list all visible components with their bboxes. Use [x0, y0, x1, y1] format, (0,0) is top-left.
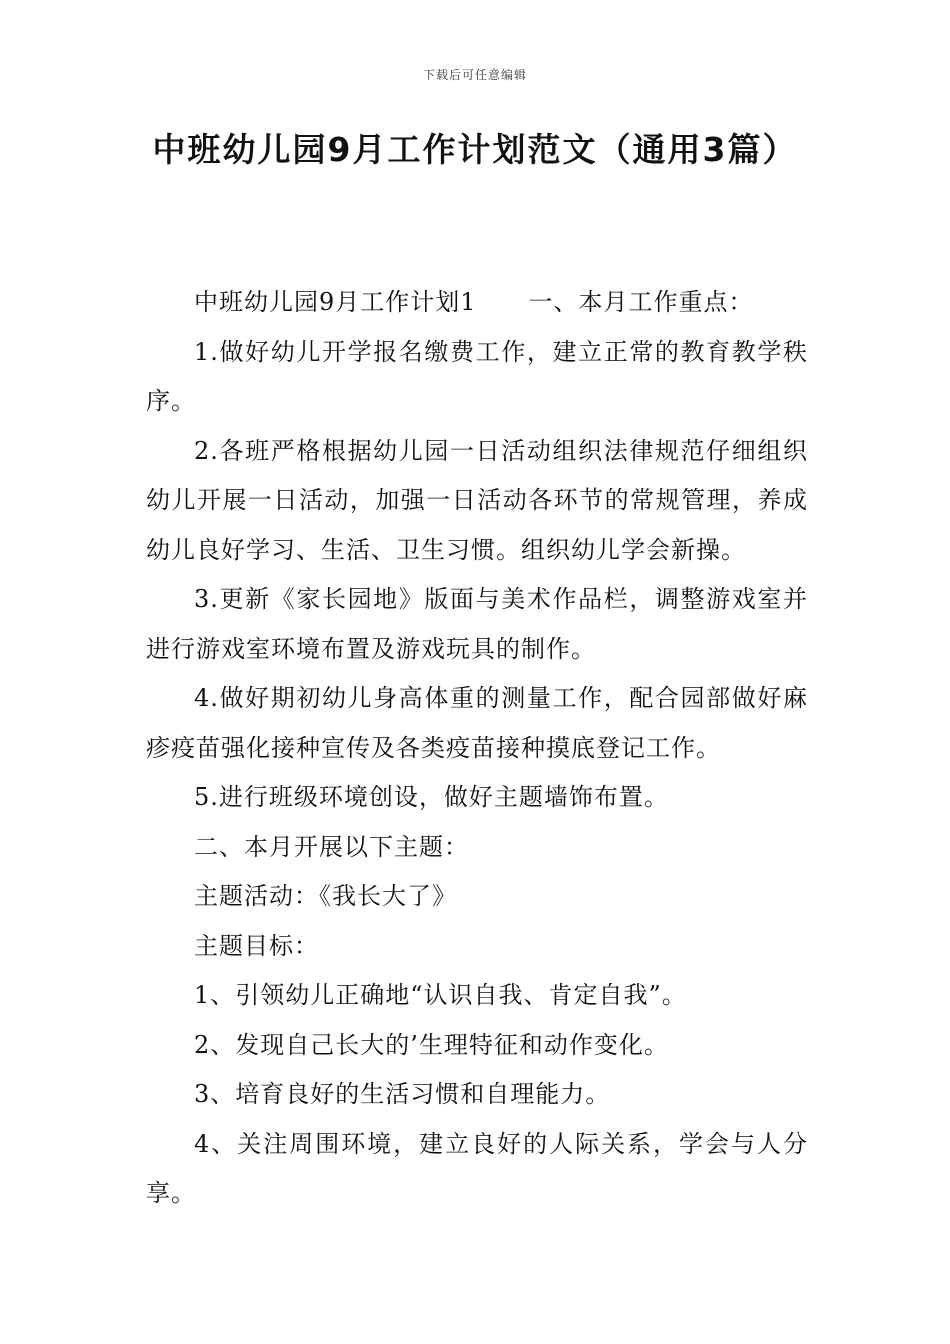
paragraph-1: 1.做好幼儿开学报名缴费工作，建立正常的教育教学秩序。	[146, 337, 808, 415]
goal-3: 3、培育良好的生活习惯和自理能力。	[194, 1080, 611, 1108]
theme-goals-heading: 主题目标：	[194, 931, 319, 960]
goal-1: 1、引领幼儿正确地“认识自我、肯定自我”。	[194, 981, 687, 1009]
page-header-note: 下载后可任意编辑	[422, 68, 527, 82]
goal-2: 2、发现自己长大的’生理特征和动作变化。	[194, 1030, 669, 1059]
document-body	[146, 278, 808, 1219]
theme-activity: 主题活动：《我长大了》	[194, 882, 457, 910]
paragraph-2: 2.各班严格根据幼儿园一日活动组织法律规范仔细组织幼儿开展一日活动，加强一日活动各环节的常规管理，养成幼儿良好学习、生活、卫生习惯。组织幼儿学会新操。	[146, 436, 808, 564]
paragraph-5: 5.进行班级环境创设，做好主题墙饰布置。	[194, 783, 669, 811]
section2-heading: 二、本月开展以下主题：	[194, 832, 469, 861]
plan-heading-paragraph	[146, 278, 808, 328]
goal-4: 4、关注周围环境，建立良好的人际关系，学会与人分享。	[146, 1129, 808, 1207]
paragraph-3: 3.更新《家长园地》版面与美术作品栏，调整游戏室并进行游戏室环境布置及游戏玩具的制作。	[146, 585, 808, 663]
paragraph-4: 4.做好期初幼儿身高体重的测量工作，配合园部做好麻疹疫苗强化接种宣传及各类疫苗接种摸底登记工作。	[146, 684, 808, 762]
plan-heading: 中班幼儿园9月工作计划1	[194, 288, 477, 316]
section1-heading: 一、本月工作重点：	[528, 288, 754, 316]
document-title: 中班幼儿园9月工作计划范文（通用3篇）	[152, 130, 798, 169]
